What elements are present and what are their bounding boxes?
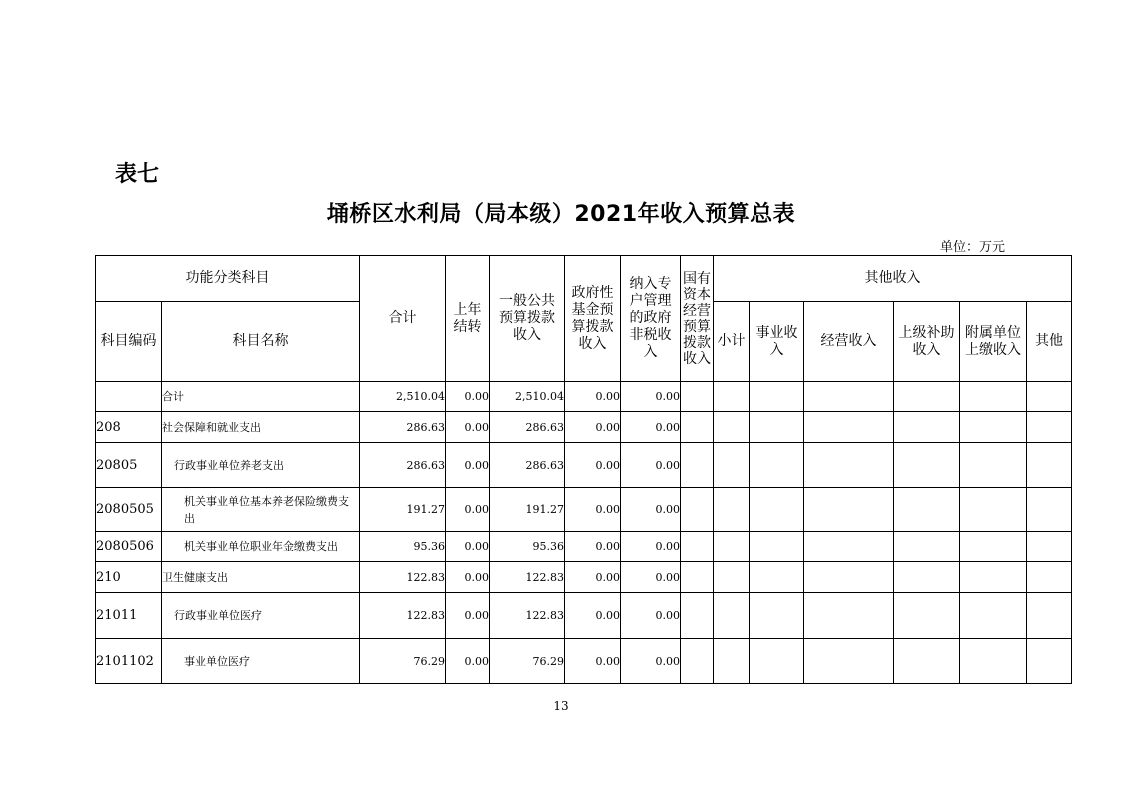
cell-empty (681, 443, 714, 488)
cell-name: 机关事业单位职业年金缴费支出 (162, 532, 360, 562)
cell-empty (894, 443, 960, 488)
unit-label: 单位：万元 (940, 240, 1006, 255)
cell-total: 95.36 (360, 532, 446, 562)
cell-name: 合计 (162, 382, 360, 412)
cell-gov-fund: 0.00 (565, 639, 621, 684)
income-budget-table (95, 255, 1072, 684)
cell-name: 卫生健康支出 (162, 562, 360, 593)
cell-empty (750, 488, 804, 532)
cell-general-budget: 122.83 (490, 562, 565, 593)
table-row (96, 443, 1072, 488)
cell-empty (804, 488, 894, 532)
header-nontax: 纳入专户管理的政府非税收入 (621, 256, 681, 382)
header-superior-subsidy: 上级补助收入 (894, 302, 960, 382)
cell-empty (1027, 382, 1072, 412)
cell-gov-fund: 0.00 (565, 562, 621, 593)
table-label: 表七 (115, 162, 160, 187)
table-row (96, 562, 1072, 593)
cell-empty (1027, 562, 1072, 593)
cell-general-budget: 191.27 (490, 488, 565, 532)
cell-empty (714, 443, 750, 488)
cell-nontax: 0.00 (621, 412, 681, 443)
cell-code: 208 (96, 412, 162, 443)
cell-carryover: 0.00 (446, 639, 490, 684)
cell-gov-fund: 0.00 (565, 593, 621, 639)
cell-empty (750, 443, 804, 488)
cell-nontax: 0.00 (621, 639, 681, 684)
cell-empty (681, 639, 714, 684)
cell-empty (750, 593, 804, 639)
cell-empty (750, 382, 804, 412)
cell-empty (681, 412, 714, 443)
cell-empty (804, 443, 894, 488)
cell-empty (750, 532, 804, 562)
cell-nontax: 0.00 (621, 443, 681, 488)
cell-empty (960, 382, 1027, 412)
cell-empty (894, 412, 960, 443)
cell-empty (714, 412, 750, 443)
cell-empty (960, 488, 1027, 532)
cell-empty (750, 412, 804, 443)
cell-total: 286.63 (360, 443, 446, 488)
cell-general-budget: 122.83 (490, 593, 565, 639)
header-func-class: 功能分类科目 (96, 256, 360, 302)
cell-empty (960, 562, 1027, 593)
cell-empty (804, 382, 894, 412)
cell-empty (960, 593, 1027, 639)
cell-name: 行政事业单位医疗 (162, 593, 360, 639)
cell-name: 行政事业单位养老支出 (162, 443, 360, 488)
header-carryover: 上年结转 (446, 256, 490, 382)
cell-nontax: 0.00 (621, 382, 681, 412)
cell-general-budget: 286.63 (490, 443, 565, 488)
header-state-capital: 国有资本经营预算拨款收入 (681, 256, 714, 382)
cell-carryover: 0.00 (446, 532, 490, 562)
cell-empty (894, 488, 960, 532)
cell-empty (681, 532, 714, 562)
cell-empty (894, 639, 960, 684)
cell-gov-fund: 0.00 (565, 412, 621, 443)
cell-empty (1027, 532, 1072, 562)
cell-carryover: 0.00 (446, 412, 490, 443)
cell-empty (681, 593, 714, 639)
cell-empty (894, 593, 960, 639)
header-gov-fund: 政府性基金预算拨款收入 (565, 256, 621, 382)
cell-general-budget: 2,510.04 (490, 382, 565, 412)
cell-empty (714, 532, 750, 562)
cell-code: 20805 (96, 443, 162, 488)
cell-empty (804, 639, 894, 684)
cell-empty (1027, 443, 1072, 488)
cell-total: 2,510.04 (360, 382, 446, 412)
cell-code (96, 382, 162, 412)
cell-total: 286.63 (360, 412, 446, 443)
cell-empty (714, 639, 750, 684)
header-business-income: 事业收入 (750, 302, 804, 382)
cell-empty (804, 532, 894, 562)
cell-code: 21011 (96, 593, 162, 639)
cell-empty (960, 443, 1027, 488)
cell-carryover: 0.00 (446, 443, 490, 488)
cell-carryover: 0.00 (446, 562, 490, 593)
header-affiliate-income: 附属单位上缴收入 (960, 302, 1027, 382)
cell-gov-fund: 0.00 (565, 532, 621, 562)
header-name: 科目名称 (162, 302, 360, 382)
cell-nontax: 0.00 (621, 562, 681, 593)
cell-empty (681, 382, 714, 412)
cell-empty (894, 562, 960, 593)
cell-empty (960, 412, 1027, 443)
cell-gov-fund: 0.00 (565, 382, 621, 412)
table-row (96, 488, 1072, 532)
table-row (96, 639, 1072, 684)
header-subtotal: 小计 (714, 302, 750, 382)
cell-empty (681, 562, 714, 593)
cell-total: 122.83 (360, 562, 446, 593)
cell-nontax: 0.00 (621, 593, 681, 639)
cell-empty (804, 562, 894, 593)
header-others: 其他 (1027, 302, 1072, 382)
cell-empty (714, 488, 750, 532)
cell-code: 2101102 (96, 639, 162, 684)
cell-general-budget: 76.29 (490, 639, 565, 684)
cell-code: 2080506 (96, 532, 162, 562)
cell-total: 191.27 (360, 488, 446, 532)
header-total: 合计 (360, 256, 446, 382)
cell-empty (960, 532, 1027, 562)
cell-empty (714, 562, 750, 593)
cell-empty (750, 639, 804, 684)
cell-empty (894, 532, 960, 562)
cell-carryover: 0.00 (446, 382, 490, 412)
cell-total: 122.83 (360, 593, 446, 639)
table-row (96, 593, 1072, 639)
cell-empty (1027, 593, 1072, 639)
cell-empty (750, 562, 804, 593)
cell-carryover: 0.00 (446, 593, 490, 639)
cell-gov-fund: 0.00 (565, 443, 621, 488)
cell-total: 76.29 (360, 639, 446, 684)
table-row (96, 382, 1072, 412)
cell-empty (1027, 412, 1072, 443)
cell-empty (1027, 639, 1072, 684)
cell-empty (681, 488, 714, 532)
cell-name: 社会保障和就业支出 (162, 412, 360, 443)
cell-code: 210 (96, 562, 162, 593)
cell-empty (804, 412, 894, 443)
table-row (96, 532, 1072, 562)
cell-general-budget: 286.63 (490, 412, 565, 443)
document-title: 埇桥区水利局（局本级）2021年收入预算总表 (326, 202, 796, 227)
cell-gov-fund: 0.00 (565, 488, 621, 532)
cell-empty (894, 382, 960, 412)
cell-general-budget: 95.36 (490, 532, 565, 562)
cell-empty (804, 593, 894, 639)
page-number: 13 (553, 699, 569, 713)
cell-empty (1027, 488, 1072, 532)
cell-name: 机关事业单位基本养老保险缴费支出 (162, 488, 360, 532)
table-row (96, 412, 1072, 443)
header-general-budget: 一般公共预算拨款收入 (490, 256, 565, 382)
header-other-income: 其他收入 (714, 256, 1072, 302)
cell-code: 2080505 (96, 488, 162, 532)
cell-empty (714, 593, 750, 639)
cell-nontax: 0.00 (621, 488, 681, 532)
cell-name: 事业单位医疗 (162, 639, 360, 684)
cell-carryover: 0.00 (446, 488, 490, 532)
cell-empty (960, 639, 1027, 684)
cell-nontax: 0.00 (621, 532, 681, 562)
header-operating-income: 经营收入 (804, 302, 894, 382)
cell-empty (714, 382, 750, 412)
header-code: 科目编码 (96, 302, 162, 382)
